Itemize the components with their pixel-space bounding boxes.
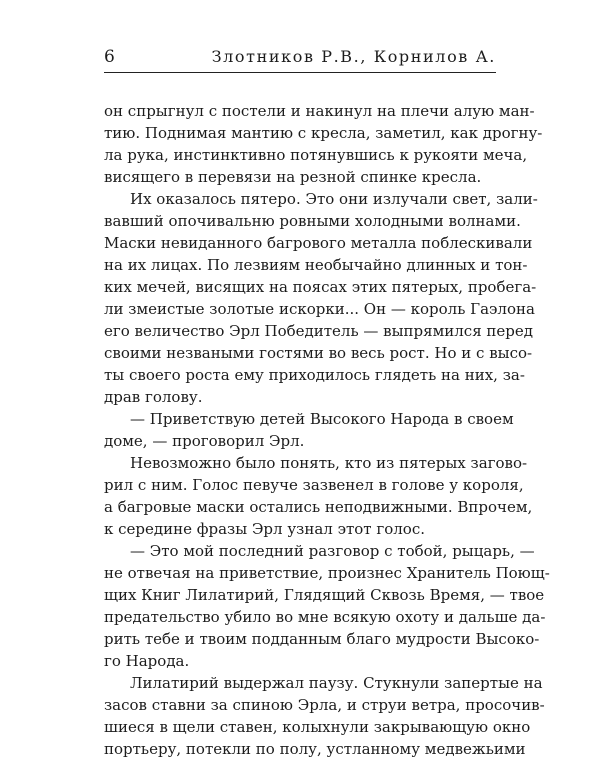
text-line: доме, — проговорил Эрл. bbox=[104, 432, 305, 450]
text-line: Маски невиданного багрового металла поблескивали bbox=[104, 234, 533, 252]
text-line: ла рука, инстинктивно потянувшись к рукояти меча, bbox=[104, 146, 528, 164]
text-line: вавший опочивальню ровными холодными волнами. bbox=[104, 212, 521, 230]
text-line: ты своего роста ему приходилось глядеть на них, за- bbox=[104, 366, 525, 384]
text-line: го Народа. bbox=[104, 652, 190, 670]
text-line: предательство убило во мне всякую охоту и дальше да- bbox=[104, 608, 546, 626]
body-text bbox=[104, 100, 550, 760]
text-line: висящего в перевязи на резной спинке кресла. bbox=[104, 168, 482, 186]
text-line: на их лицах. По лезвиям необычайно длинных и тон- bbox=[104, 256, 528, 274]
text-line: Лилатирий выдержал паузу. Стукнули запертые на bbox=[130, 674, 543, 692]
text-line: его величество Эрл Победитель — выпрямился перед bbox=[104, 322, 534, 340]
text-line: ких мечей, висящих на поясах этих пятерых, пробега- bbox=[104, 278, 537, 296]
text-line: рить тебе и твоим подданным благо мудрости Высоко- bbox=[104, 630, 540, 648]
text-line: — Приветствую детей Высокого Народа в своем bbox=[130, 410, 514, 428]
running-head-authors: Злотников Р.В., Корнилов А. bbox=[211, 47, 496, 66]
page-header bbox=[104, 42, 496, 73]
text-line: он спрыгнул с постели и накинул на плечи алую ман- bbox=[104, 102, 535, 120]
text-line: ли змеистые золотые искорки... Он — король Гаэлона bbox=[104, 300, 535, 318]
text-line: своими незваными гостями во весь рост. Но и с высо- bbox=[104, 344, 533, 362]
text-line: тию. Поднимая мантию с кресла, заметил, как дрогну- bbox=[104, 124, 543, 142]
text-line: драв голову. bbox=[104, 388, 203, 406]
text-line: рил с ним. Голос певуче зазвенел в голове у короля, bbox=[104, 476, 524, 494]
text-line: Невозможно было понять, кто из пятерых загово- bbox=[130, 454, 528, 472]
text-line: к середине фразы Эрл узнал этот голос. bbox=[104, 520, 425, 538]
text-line: не отвечая на приветствие, произнес Хранитель Поющ- bbox=[104, 564, 550, 582]
text-line: портьеру, потекли по полу, устланному медвежьими bbox=[104, 740, 526, 758]
text-line: щих Книг Лилатирий, Глядящий Сквозь Время, — твое bbox=[104, 586, 545, 604]
text-line: шиеся в щели ставен, колыхнули закрывающую окно bbox=[104, 718, 531, 736]
text-line: засов ставни за спиною Эрла, и струи ветра, просочив- bbox=[104, 696, 545, 714]
text-line: Их оказалось пятеро. Это они излучали свет, зали- bbox=[130, 190, 538, 208]
text-line: — Это мой последний разговор с тобой, рыцарь, — bbox=[130, 542, 535, 560]
page-number: 6 bbox=[104, 47, 115, 67]
text-line: а багровые маски остались неподвижными. Впрочем, bbox=[104, 498, 533, 516]
